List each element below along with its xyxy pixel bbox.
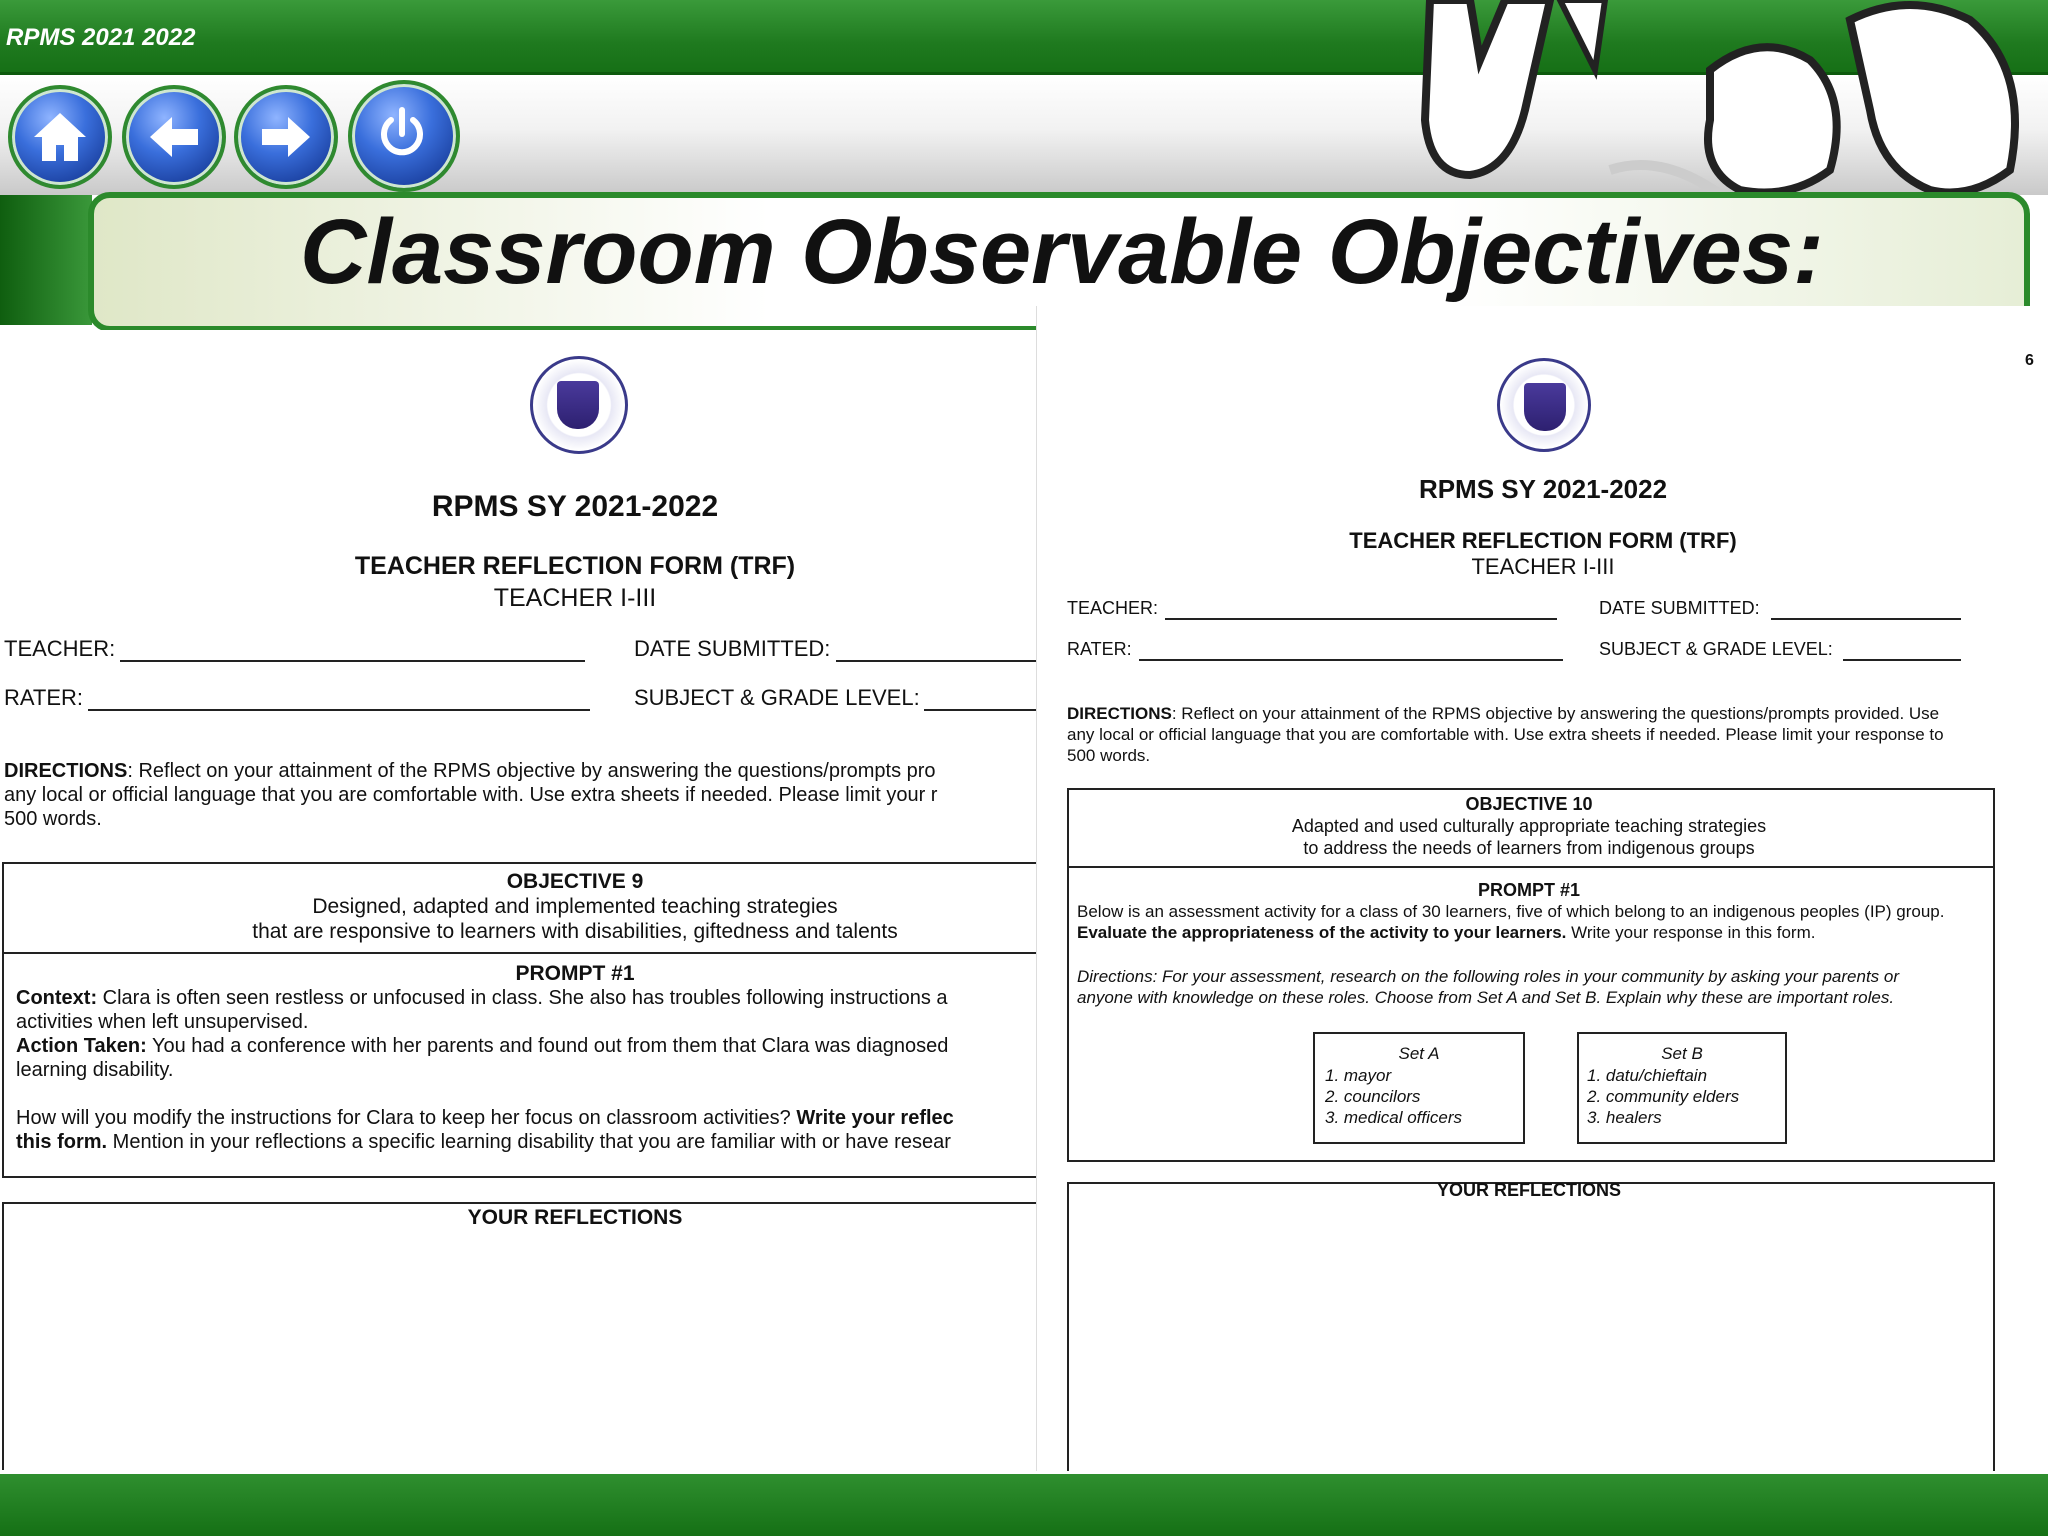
directions-text: DIRECTIONS: Reflect on your attainment of the RPMS objective by answering the questions/prompts pro bbox=[4, 760, 936, 782]
page-number: 6 bbox=[2025, 352, 2034, 369]
prompt-text: Below is an assessment activity for a class of 30 learners, five of which belong to an indigenous peoples (IP) group. bbox=[1077, 902, 1945, 921]
reflections-title: YOUR REFLECTIONS bbox=[467, 1206, 683, 1229]
set-b-item: 2. community elders bbox=[1587, 1087, 1740, 1106]
assessment-directions: Directions: For your assessment, research on the following roles in your community by asking your parents or bbox=[1077, 967, 1900, 986]
prompt-text-2: Evaluate the appropriateness of the activity to your learners. Write your response in this form. bbox=[1077, 923, 1816, 942]
slide-title: Classroom Observable Objectives: bbox=[300, 201, 1824, 303]
rater-label: RATER: bbox=[1067, 639, 1132, 659]
reflections-box[interactable] bbox=[1067, 1182, 1995, 1471]
title-banner-accent bbox=[0, 195, 92, 325]
question-text: How will you modify the instructions for Clara to keep her focus on classroom activities? Write your reflec bbox=[16, 1107, 954, 1129]
set-b-title: Set B bbox=[1661, 1044, 1703, 1063]
divider bbox=[2, 952, 1036, 954]
deped-seal-icon bbox=[1497, 358, 1591, 452]
objective-line-2: to address the needs of learners from indigenous groups bbox=[1303, 838, 1755, 858]
teacher-label: TEACHER: bbox=[4, 636, 116, 661]
teacher-field[interactable] bbox=[120, 660, 585, 662]
directions-text-2: any local or official language that you are comfortable with. Use extra sheets if needed. Please limit your r bbox=[4, 784, 938, 806]
power-icon bbox=[372, 104, 432, 164]
subject-grade-label: SUBJECT & GRADE LEVEL: bbox=[634, 685, 920, 710]
rater-label: RATER: bbox=[4, 685, 84, 710]
teacher-field[interactable] bbox=[1165, 618, 1557, 620]
forward-button[interactable] bbox=[234, 85, 338, 189]
action-text-2: learning disability. bbox=[16, 1059, 174, 1081]
rater-field[interactable] bbox=[88, 709, 590, 711]
date-submitted-field[interactable] bbox=[1771, 618, 1961, 620]
set-a-title: Set A bbox=[1398, 1044, 1440, 1063]
arrow-left-icon bbox=[144, 107, 204, 167]
objective-line-1: Designed, adapted and implemented teaching strategies bbox=[312, 895, 838, 918]
home-icon bbox=[30, 107, 90, 167]
bottom-bar bbox=[0, 1474, 2048, 1536]
back-button[interactable] bbox=[122, 85, 226, 189]
divider bbox=[1067, 866, 1993, 868]
home-button[interactable] bbox=[8, 85, 112, 189]
rater-field[interactable] bbox=[1139, 659, 1563, 661]
document-objective-9 bbox=[0, 330, 1036, 1470]
objective-line-1: Adapted and used culturally appropriate teaching strategies bbox=[1291, 816, 1767, 836]
reflections-title: YOUR REFLECTIONS bbox=[1436, 1180, 1621, 1200]
teacher-label: TEACHER: bbox=[1067, 598, 1159, 618]
arrow-right-icon bbox=[256, 107, 316, 167]
form-subtitle: TEACHER I-III bbox=[1471, 554, 1615, 579]
date-submitted-label: DATE SUBMITTED: bbox=[634, 636, 831, 661]
prompt-title: PROMPT #1 bbox=[1477, 880, 1581, 900]
set-a-item: 1. mayor bbox=[1325, 1066, 1392, 1085]
subject-grade-field[interactable] bbox=[1843, 659, 1961, 661]
deped-seal-icon bbox=[530, 356, 628, 454]
question-text-2: this form. Mention in your reflections a specific learning disability that you are familiar with or have resear bbox=[16, 1131, 951, 1153]
context-text: Context: Clara is often seen restless or unfocused in class. She also has troubles following instructions a bbox=[16, 987, 948, 1009]
prompt-title: PROMPT #1 bbox=[515, 962, 635, 985]
document-objective-10 bbox=[1036, 306, 2048, 1471]
rpms-heading: RPMS SY 2021-2022 bbox=[431, 490, 719, 523]
rpms-heading: RPMS SY 2021-2022 bbox=[1418, 474, 1668, 504]
objective-title: OBJECTIVE 10 bbox=[1465, 794, 1593, 814]
set-a-item: 3. medical officers bbox=[1325, 1108, 1462, 1127]
date-submitted-field[interactable] bbox=[836, 660, 1036, 662]
objective-title: OBJECTIVE 9 bbox=[506, 870, 644, 893]
context-text-2: activities when left unsupervised. bbox=[16, 1011, 309, 1033]
directions-text: DIRECTIONS: Reflect on your attainment of the RPMS objective by answering the questions/prompts provided. Use bbox=[1067, 704, 1940, 723]
form-title: TEACHER REFLECTION FORM (TRF) bbox=[1349, 528, 1737, 553]
objective-line-2: that are responsive to learners with disabilities, giftedness and talents bbox=[252, 920, 898, 943]
form-title: TEACHER REFLECTION FORM (TRF) bbox=[354, 552, 796, 580]
form-subtitle: TEACHER I-III bbox=[493, 584, 657, 612]
date-submitted-label: DATE SUBMITTED: bbox=[1599, 598, 1760, 618]
directions-text-2: any local or official language that you are comfortable with. Use extra sheets if needed. Please limit your response to bbox=[1067, 725, 1944, 744]
assessment-directions-2: anyone with knowledge on these roles. Choose from Set A and Set B. Explain why these are important roles. bbox=[1077, 988, 1895, 1007]
action-text: Action Taken: You had a conference with her parents and found out from them that Clara was diagnosed bbox=[16, 1035, 949, 1057]
set-a-item: 2. councilors bbox=[1325, 1087, 1421, 1106]
presentation-title: RPMS 2021 2022 bbox=[6, 24, 196, 51]
set-b-item: 3. healers bbox=[1587, 1108, 1662, 1127]
subject-grade-field[interactable] bbox=[924, 709, 1036, 711]
reflections-box[interactable] bbox=[2, 1202, 1036, 1470]
directions-text-3: 500 words. bbox=[1067, 746, 1151, 765]
set-b-item: 1. datu/chieftain bbox=[1587, 1066, 1708, 1085]
power-button[interactable] bbox=[348, 80, 460, 192]
directions-text-3: 500 words. bbox=[4, 808, 102, 830]
subject-grade-label: SUBJECT & GRADE LEVEL: bbox=[1599, 639, 1833, 659]
